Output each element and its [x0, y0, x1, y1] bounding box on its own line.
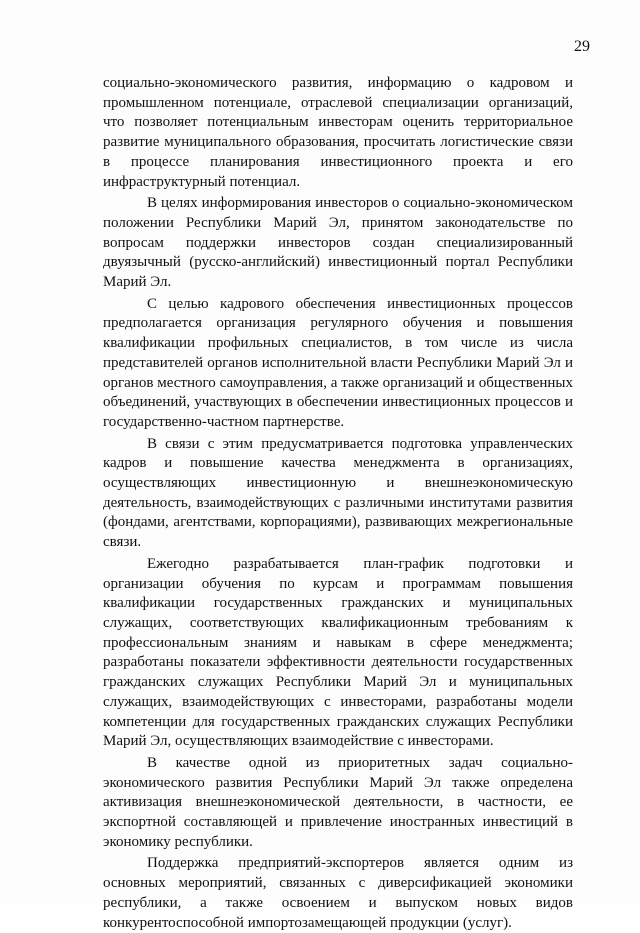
body-text	[103, 74, 573, 933]
paragraph: Ежегодно разрабатывается план-график подготовки и организации обучения по курсам и программам повышения квалификации государственных гражданских и муниципальных служащих, соответствующих квалификационным требованиям к профессиональным знаниям и навыкам в сфере менеджмента; разработаны показатели эффективности деятельности государственных гражданских служащих Республики Марий Эл и муниципальных служащих, взаимодействующих с инвесторами, разработаны модели компетенции для государственных гражданских служащих Республики Марий Эл, осуществляющих взаимодействие с инвесторами.	[103, 555, 573, 750]
paragraph: В целях информирования инвесторов о социально-экономическом положении Республики Марий Эл, принятом законодательстве по вопросам поддержки инвесторов создан специализированный двуязычный (русско-английский) инвестиционный портал Республики Марий Эл.	[103, 195, 573, 291]
paragraph: В связи с этим предусматривается подготовка управленческих кадров и повышение качества менеджмента в организациях, осуществляющих инвестиционную и внешнеэкономическую деятельность, взаимодействующих с различными институтами развития (фондами, агентствами, корпорациями), развивающих межрегиональные связи.	[103, 435, 573, 551]
paragraph: С целью кадрового обеспечения инвестиционных процессов предполагается организация регулярного обучения и повышения квалификации профильных специалистов, в том числе из числа представителей органов исполнительной власти Республики Марий Эл и органов местного самоуправления, а также организаций и общественных объединений, участвующих в обеспечении инвестиционных процессов и государственно-частном партнерстве.	[103, 295, 573, 430]
paragraph: социально-экономического развития, информацию о кадровом и промышленном потенциале, отраслевой специализации организаций, что позволяет потенциальным инвесторам оценить территориальное развитие муниципального образования, просчитать логистические связи в процессе планирования инвестиционного проекта и его инфраструктурный потенциал.	[103, 75, 573, 190]
paragraph: В качестве одной из приоритетных задач социально-экономического развития Республики Марий Эл также определена активизация внешнеэкономической деятельности, в частности, ее экспортной составляющей и привлечение иностранных инвестиций в экономику республики.	[103, 754, 573, 850]
page-number: 29	[574, 38, 590, 55]
paragraph: Поддержка предприятий-экспортеров является одним из основных мероприятий, связанных с диверсификацией экономики республики, а также освоением и выпуском новых видов конкурентоспособной импортозамещающей продукции (услуг).	[103, 855, 573, 931]
